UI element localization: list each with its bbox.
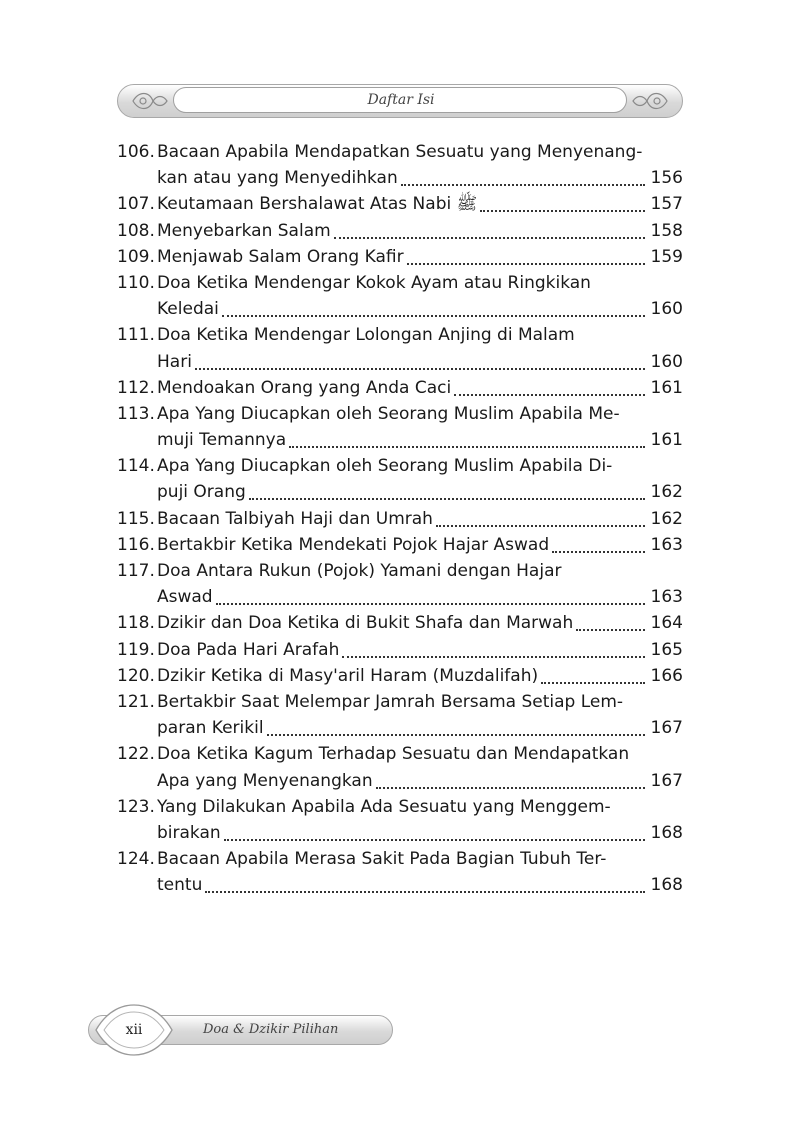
toc-entry-title: Bertakbir Saat Melempar Jamrah Bersama Setiap Lem-: [157, 691, 624, 712]
toc-entry-title: Dzikir Ketika di Masy'aril Haram (Muzdalifah): [157, 665, 539, 686]
toc-line: [117, 637, 687, 663]
toc-line: [117, 820, 687, 846]
toc-page-number: 158: [650, 220, 683, 241]
toc-entry: [117, 218, 687, 244]
toc-entry-title: Doa Antara Rukun (Pojok) Yamani dengan Hajar: [157, 561, 562, 581]
toc-entry-number: 117.: [117, 561, 155, 581]
toc-entry: [117, 322, 687, 374]
toc-line: [117, 689, 687, 715]
toc-entry-title: Keledai: [157, 299, 219, 320]
toc-page-number: 167: [650, 770, 683, 791]
toc-page-number: 161: [650, 377, 683, 398]
toc-page-number: 161: [650, 430, 683, 451]
toc-entry-title: Doa Ketika Mendengar Kokok Ayam atau Ringkikan: [157, 272, 591, 293]
toc-line: [117, 532, 687, 558]
toc-entry-title: Aswad: [157, 587, 213, 608]
toc-entry-number: 108.: [117, 220, 155, 241]
toc-entry-title: paran Kerikil: [157, 718, 264, 739]
floral-ornament-icon: [631, 88, 671, 114]
toc-entry-title: Dzikir dan Doa Ketika di Bukit Shafa dan Marwah: [157, 613, 574, 634]
toc-line: [117, 244, 687, 270]
toc-entry-title: Bacaan Apabila Mendapatkan Sesuatu yang Menyenang-: [157, 142, 643, 162]
toc-line: [117, 427, 687, 453]
toc-page-number: 162: [650, 482, 683, 503]
toc-entry: [117, 375, 687, 401]
toc-entry-title: Menjawab Salam Orang Kafir: [157, 246, 404, 267]
toc-entry-title: Yang Dilakukan Apabila Ada Sesuatu yang Menggem-: [157, 796, 611, 817]
toc-line: [117, 872, 687, 898]
toc-page-number: 168: [650, 875, 683, 896]
page-number: xii: [125, 1022, 143, 1038]
toc-page-number: 162: [650, 508, 683, 529]
header-title-box: [173, 87, 627, 113]
toc-entry-number: 118.: [117, 613, 155, 634]
toc-page-number: 164: [650, 613, 683, 634]
toc-entry: [117, 558, 687, 610]
toc-entry-number: 109.: [117, 246, 155, 267]
toc-entry-title: Apa yang Menyenangkan: [157, 770, 373, 791]
toc-entry-title: tentu: [157, 875, 203, 896]
toc-line: [117, 218, 687, 244]
toc-entry-title: Hari: [157, 351, 192, 372]
toc-entry: [117, 453, 687, 505]
toc-entry-title: Apa Yang Diucapkan oleh Seorang Muslim Apabila Me-: [157, 403, 620, 424]
toc-line: [117, 558, 687, 584]
toc-line: [117, 506, 687, 532]
toc-page-number: 160: [650, 299, 683, 320]
toc-page-number: 167: [650, 718, 683, 739]
toc-entry-number: 113.: [117, 403, 155, 424]
toc-page-number: 168: [650, 822, 683, 843]
toc-page-number: 160: [650, 351, 683, 372]
toc-entry: [117, 506, 687, 532]
dot-leader: [222, 296, 645, 317]
toc-entry: [117, 191, 687, 217]
toc-entry-title: birakan: [157, 822, 221, 843]
toc-line: [117, 191, 687, 217]
toc-entry-title: Doa Ketika Kagum Terhadap Sesuatu dan Mendapatkan: [157, 744, 630, 765]
dot-leader: [407, 244, 645, 265]
toc-entry: [117, 741, 687, 793]
book-title: Doa & Dzikir Pilihan: [203, 1022, 339, 1037]
toc-line: [117, 768, 687, 794]
toc-entry-title: Doa Ketika Mendengar Lolongan Anjing di Malam: [157, 325, 575, 346]
dot-leader: [289, 427, 645, 448]
dot-leader: [480, 191, 645, 212]
toc-page-number: 165: [650, 639, 683, 660]
dot-leader: [454, 375, 645, 396]
toc-line: [117, 270, 687, 296]
toc-entry-number: 119.: [117, 639, 155, 660]
dot-leader: [576, 610, 645, 631]
dot-leader: [401, 165, 645, 186]
toc-entry-title: muji Temannya: [157, 430, 287, 451]
toc-entry-number: 112.: [117, 377, 155, 398]
toc-page-number: 166: [650, 665, 683, 686]
toc-page-number: 163: [650, 587, 683, 608]
toc-entry: [117, 689, 687, 741]
dot-leader: [267, 715, 645, 736]
toc-line: [117, 794, 687, 820]
toc-line: [117, 584, 687, 610]
toc-entry: [117, 139, 687, 191]
toc-entry: [117, 270, 687, 322]
toc-line: [117, 165, 687, 191]
dot-leader: [342, 637, 645, 658]
section-title: Daftar Isi: [367, 92, 435, 108]
table-of-contents: [117, 139, 687, 898]
toc-entry-number: 116.: [117, 534, 155, 555]
toc-entry-title: puji Orang: [157, 482, 246, 503]
toc-line: [117, 715, 687, 741]
toc-page-number: 163: [650, 534, 683, 555]
toc-entry-title: Apa Yang Diucapkan oleh Seorang Muslim Apabila Di-: [157, 456, 613, 477]
toc-entry-title: Menyebarkan Salam: [157, 220, 331, 241]
running-footer: [88, 1003, 393, 1057]
dot-leader: [376, 768, 645, 789]
dot-leader: [552, 532, 645, 553]
dot-leader: [224, 820, 645, 841]
toc-line: [117, 139, 687, 165]
toc-entry: [117, 794, 687, 846]
dot-leader: [334, 218, 645, 239]
dot-leader: [216, 584, 645, 605]
toc-entry: [117, 637, 687, 663]
toc-line: [117, 846, 687, 872]
toc-entry-number: 124.: [117, 849, 155, 870]
toc-page-number: 159: [650, 246, 683, 267]
toc-entry-number: 110.: [117, 272, 155, 293]
toc-line: [117, 741, 687, 767]
toc-entry-number: 123.: [117, 796, 155, 817]
toc-page-number: 157: [650, 194, 683, 215]
dot-leader: [436, 506, 645, 527]
toc-line: [117, 663, 687, 689]
toc-entry-number: 111.: [117, 325, 155, 346]
toc-line: [117, 479, 687, 505]
toc-line: [117, 375, 687, 401]
toc-entry-number: 120.: [117, 665, 155, 686]
toc-entry: [117, 610, 687, 636]
toc-entry: [117, 846, 687, 898]
toc-entry-number: 114.: [117, 456, 155, 477]
toc-entry: [117, 663, 687, 689]
dot-leader: [541, 663, 645, 684]
toc-line: [117, 322, 687, 348]
toc-line: [117, 296, 687, 322]
toc-entry: [117, 244, 687, 270]
toc-entry-number: 121.: [117, 691, 155, 712]
toc-entry-title: Bacaan Talbiyah Haji dan Umrah: [157, 508, 433, 529]
dot-leader: [205, 872, 645, 893]
toc-line: [117, 453, 687, 479]
toc-entry-number: 106.: [117, 142, 155, 162]
toc-entry-title: Doa Pada Hari Arafah: [157, 639, 340, 660]
toc-entry-title: Keutamaan Bershalawat Atas Nabi ﷺ: [157, 194, 478, 215]
toc-entry: [117, 401, 687, 453]
dot-leader: [249, 479, 645, 500]
toc-line: [117, 610, 687, 636]
toc-entry: [117, 532, 687, 558]
toc-entry-number: 115.: [117, 508, 155, 529]
toc-page-number: 156: [650, 168, 683, 189]
floral-ornament-icon: [129, 88, 169, 114]
toc-entry-title: kan atau yang Menyedihkan: [157, 168, 398, 189]
toc-entry-number: 122.: [117, 744, 155, 765]
toc-entry-title: Mendoakan Orang yang Anda Caci: [157, 377, 452, 398]
toc-line: [117, 349, 687, 375]
toc-line: [117, 401, 687, 427]
toc-entry-number: 107.: [117, 194, 155, 215]
dot-leader: [195, 349, 645, 370]
toc-entry-title: Bertakbir Ketika Mendekati Pojok Hajar Aswad: [157, 534, 550, 555]
running-header: [117, 84, 683, 118]
toc-entry-title: Bacaan Apabila Merasa Sakit Pada Bagian Tubuh Ter-: [157, 849, 607, 870]
